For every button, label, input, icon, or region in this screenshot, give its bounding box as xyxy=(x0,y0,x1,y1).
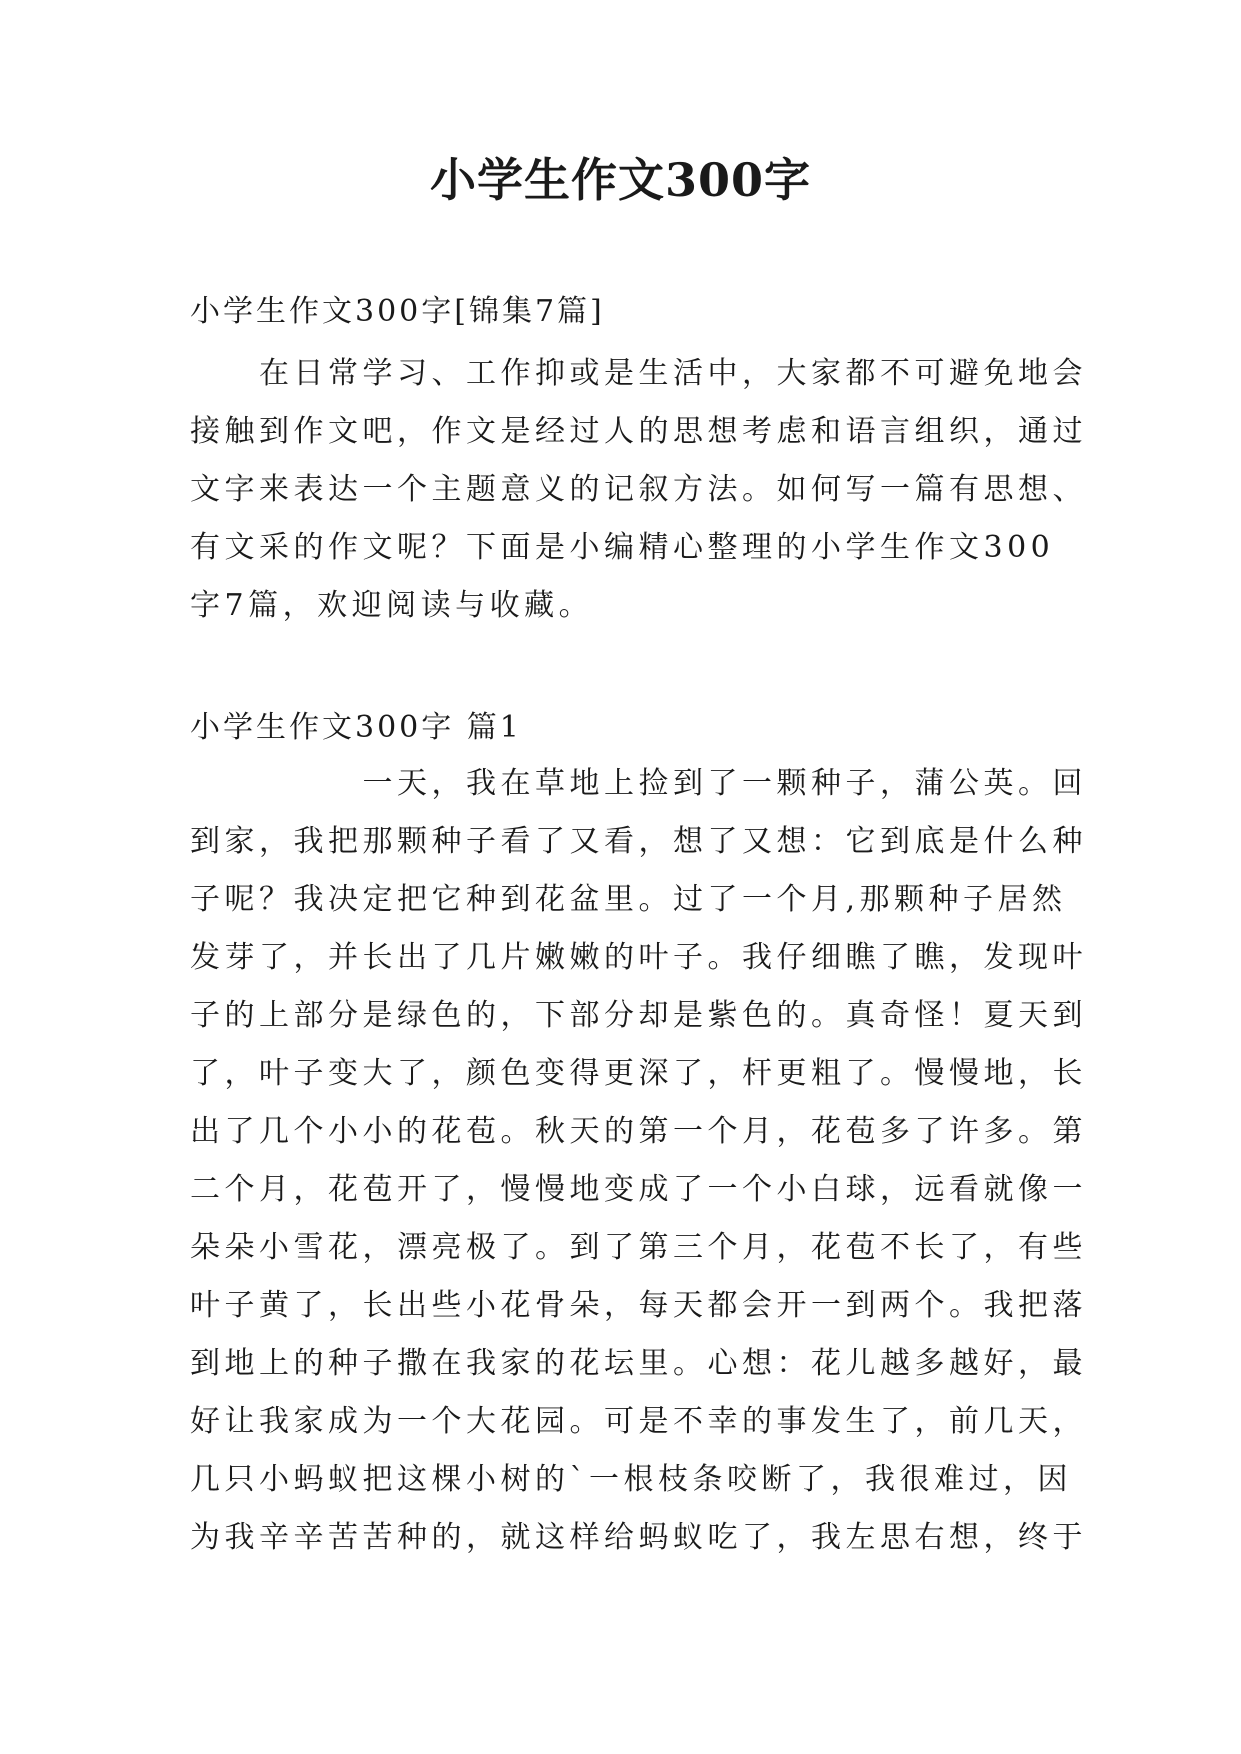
essay-line: 子呢？我决定把它种到花盆里。过了一个月,那颗种子居然 xyxy=(190,882,1067,917)
document-subtitle: 小学生作文300字[锦集7篇] xyxy=(190,294,605,329)
essay-line: 到家，我把那颗种子看了又看，想了又想：它到底是什么种 xyxy=(190,824,1087,859)
essay-line: 到地上的种子撒在我家的花坛里。心想：花儿越多越好，最 xyxy=(190,1346,1087,1381)
section-heading: 小学生作文300字 篇1 xyxy=(190,710,522,745)
essay-line: 了，叶子变大了，颜色变得更深了，杆更粗了。慢慢地，长 xyxy=(190,1056,1087,1091)
essay-line: 子的上部分是绿色的，下部分却是紫色的。真奇怪！夏天到 xyxy=(190,998,1087,1033)
essay-paragraph xyxy=(190,755,1090,1567)
intro-line: 在日常学习、工作抑或是生活中，大家都不可避免地会 xyxy=(190,356,1087,391)
essay-line: 几只小蚂蚁把这棵小树的`一根枝条咬断了，我很难过，因 xyxy=(190,1462,1072,1497)
essay-line: 出了几个小小的花苞。秋天的第一个月，花苞多了许多。第 xyxy=(190,1114,1087,1149)
essay-line: 二个月，花苞开了，慢慢地变成了一个小白球，远看就像一 xyxy=(190,1172,1087,1207)
document-title: 小学生作文300字 xyxy=(429,153,812,207)
essay-line: 好让我家成为一个大花园。可是不幸的事发生了，前几天， xyxy=(190,1404,1087,1439)
essay-line: 叶子黄了，长出些小花骨朵，每天都会开一到两个。我把落 xyxy=(190,1288,1087,1323)
essay-line: 发芽了，并长出了几片嫩嫩的叶子。我仔细瞧了瞧，发现叶 xyxy=(190,940,1087,975)
intro-line: 字7篇，欢迎阅读与收藏。 xyxy=(190,588,594,623)
intro-line: 文字来表达一个主题意义的记叙方法。如何写一篇有思想、 xyxy=(190,472,1087,507)
intro-line: 有文采的作文呢？下面是小编精心整理的小学生作文300 xyxy=(190,530,1055,565)
essay-line: 朵朵小雪花，漂亮极了。到了第三个月，花苞不长了，有些 xyxy=(190,1230,1087,1265)
intro-paragraph xyxy=(190,345,1090,635)
intro-line: 接触到作文吧，作文是经过人的思想考虑和语言组织，通过 xyxy=(190,414,1087,449)
essay-line: 为我辛辛苦苦种的，就这样给蚂蚁吃了，我左思右想，终于 xyxy=(190,1520,1087,1555)
essay-line: 一天，我在草地上捡到了一颗种子，蒲公英。回 xyxy=(190,766,1087,801)
